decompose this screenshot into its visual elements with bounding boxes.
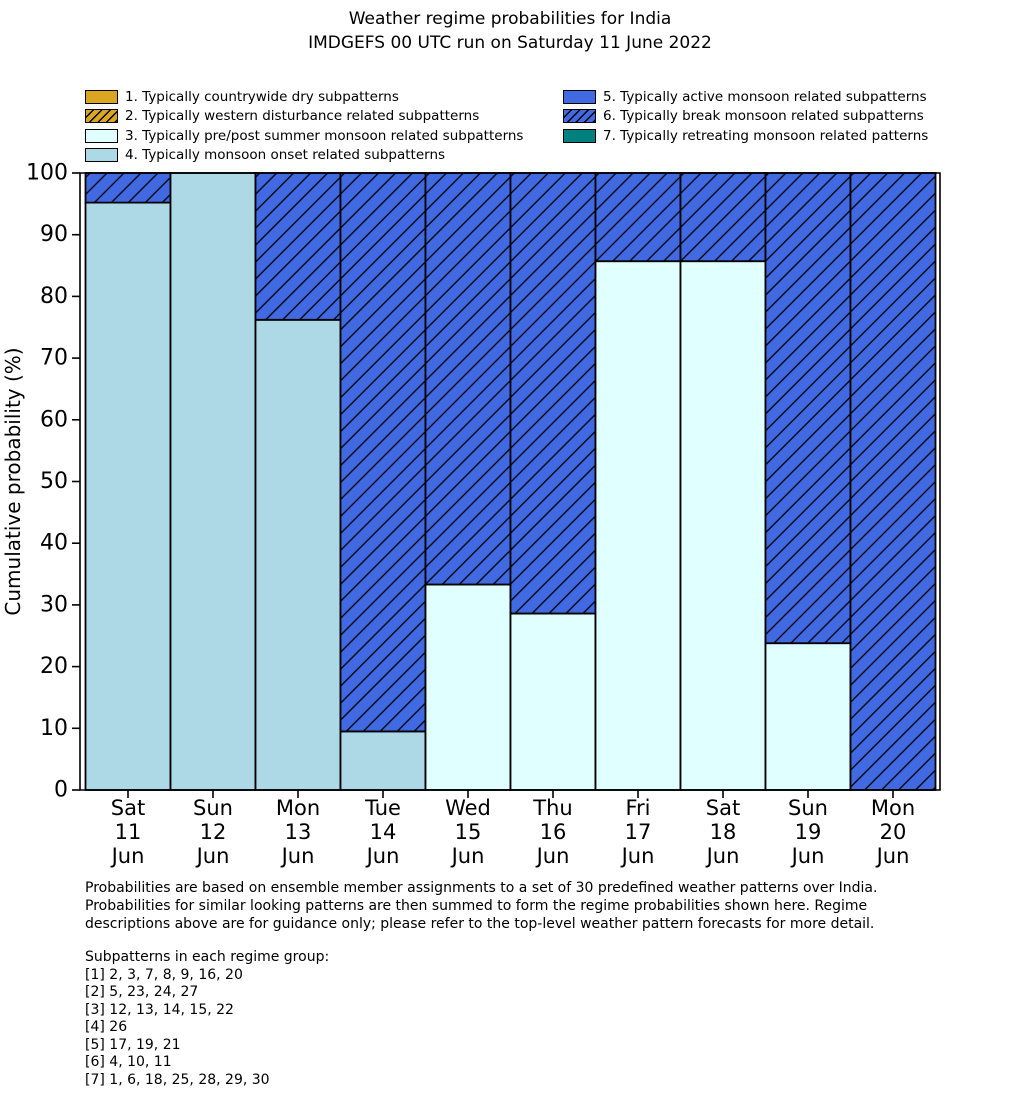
legend-item <box>85 126 523 146</box>
bar-segment <box>681 261 766 790</box>
x-tick-label: 12 <box>199 820 227 844</box>
x-tick-label: Jun <box>196 844 230 868</box>
bar-segment <box>511 614 596 791</box>
subpatterns-heading: Subpatterns in each regime group: <box>85 949 330 965</box>
legend-column-left <box>85 87 523 165</box>
y-tick-label: 60 <box>40 407 68 433</box>
footnote-line: Probabilities are based on ensemble member assignments to a set of 30 predefined weather patterns over India. <box>85 880 878 896</box>
subpatterns-line: [5] 17, 19, 21 <box>85 1036 181 1053</box>
bar-segment-hatch-overlay <box>256 173 341 320</box>
bar-segment <box>86 203 171 790</box>
legend-item-label: 6. Typically break monsoon related subpatterns <box>603 108 924 125</box>
legend-item <box>85 146 523 166</box>
x-tick-label: Jun <box>451 844 485 868</box>
prepost-monsoon-swatch-icon <box>85 129 118 143</box>
bar-segment <box>426 585 511 791</box>
legend-item <box>563 126 928 146</box>
x-tick-label: 19 <box>794 820 822 844</box>
bar-segment-hatch-overlay <box>851 173 936 790</box>
footnote-line: descriptions above are for guidance only; please refer to the top-level weather pattern forecasts for more detail. <box>85 916 875 932</box>
x-tick-label: Jun <box>791 844 825 868</box>
dry-swatch-icon <box>85 90 118 104</box>
y-tick-label: 0 <box>54 777 68 803</box>
active-monsoon-swatch-icon <box>563 90 596 104</box>
chart-title-block <box>0 7 1020 55</box>
legend-item <box>85 107 523 127</box>
x-tick-label: 13 <box>284 820 312 844</box>
x-tick-label: 14 <box>369 820 397 844</box>
subpatterns-line: [2] 5, 23, 24, 27 <box>85 984 199 1000</box>
legend-item-label: 1. Typically countrywide dry subpatterns <box>125 88 399 105</box>
bar-segment <box>596 261 681 790</box>
legend-item-label: 5. Typically active monsoon related subpatterns <box>603 88 927 105</box>
x-tick-label: Jun <box>111 844 145 868</box>
y-tick-label: 90 <box>40 222 68 248</box>
bar-segment-hatch-overlay <box>766 173 851 643</box>
y-tick-label: 80 <box>40 283 68 309</box>
bar-segment-hatch-overlay <box>426 173 511 585</box>
subpatterns-line: [3] 12, 13, 14, 15, 22 <box>85 1001 234 1018</box>
legend-item-label: 2. Typically western disturbance related subpatterns <box>125 108 480 125</box>
y-tick-label: 20 <box>40 654 68 680</box>
legend-item-label: 3. Typically pre/post summer monsoon related subpatterns <box>125 127 524 144</box>
subpatterns-line: [1] 2, 3, 7, 8, 9, 16, 20 <box>85 966 243 983</box>
subpatterns-line: [4] 26 <box>85 1019 128 1035</box>
x-tick-label: 20 <box>879 820 907 844</box>
x-tick-label: Jun <box>536 844 570 868</box>
retreating-monsoon-swatch-icon <box>563 129 596 143</box>
x-tick-label: Sun <box>788 796 828 820</box>
x-tick-label: Tue <box>365 796 401 820</box>
bar-segment-hatch-overlay <box>681 173 766 261</box>
x-tick-label: Wed <box>445 796 491 820</box>
y-axis <box>26 161 80 803</box>
x-axis <box>110 790 916 868</box>
x-tick-label: Jun <box>281 844 315 868</box>
bar-segment-hatch-overlay <box>511 173 596 614</box>
legend-item <box>563 107 928 127</box>
bar-segment-hatch-overlay <box>86 173 171 203</box>
x-tick-label: 18 <box>709 820 737 844</box>
y-axis-label: Cumulative probability (%) <box>1 347 25 616</box>
bars-group <box>86 173 936 790</box>
break-monsoon-swatch-icon <box>563 109 596 123</box>
y-tick-label: 30 <box>40 592 68 618</box>
y-tick-label: 50 <box>40 469 68 494</box>
legend-item-label: 7. Typically retreating monsoon related patterns <box>603 127 929 144</box>
subpatterns-line: [6] 4, 10, 11 <box>85 1054 172 1070</box>
x-tick-label: Mon <box>870 796 916 820</box>
bar-segment <box>341 731 426 790</box>
bar-segment-hatch-overlay <box>596 173 681 261</box>
y-tick-label: 40 <box>40 530 68 556</box>
bar-segment-hatch-overlay <box>341 173 426 731</box>
x-tick-label: Sat <box>705 796 741 820</box>
chart-title: Weather regime probabilities for India <box>348 9 672 29</box>
y-tick-label: 70 <box>40 345 68 371</box>
x-tick-label: Sun <box>193 796 233 820</box>
x-tick-label: 15 <box>454 820 482 844</box>
legend-item <box>563 87 928 107</box>
western-disturbance-swatch-icon <box>85 109 118 123</box>
x-tick-label: Sat <box>110 796 146 820</box>
x-tick-label: 17 <box>624 820 652 844</box>
x-tick-label: Jun <box>706 844 740 868</box>
y-tick-label: 100 <box>26 160 68 186</box>
x-tick-label: 11 <box>114 820 142 844</box>
footnote-text <box>85 879 877 933</box>
bar-segment <box>766 643 851 790</box>
x-tick-label: Jun <box>621 844 655 868</box>
x-tick-label: Mon <box>275 796 321 820</box>
x-tick-label: Thu <box>533 796 573 820</box>
footnote-line: Probabilities for similar looking patterns are then summed to form the regime probabilities shown here. Regime <box>85 898 868 914</box>
bar-segment <box>256 320 341 790</box>
x-tick-label: Jun <box>876 844 910 868</box>
y-tick-label: 10 <box>40 715 68 741</box>
subpatterns-line: [7] 1, 6, 18, 25, 28, 29, 30 <box>85 1071 270 1088</box>
legend-item <box>85 87 523 107</box>
subpatterns-list <box>85 949 329 1089</box>
x-tick-label: Jun <box>366 844 400 868</box>
legend-item-label: 4. Typically monsoon onset related subpatterns <box>125 147 446 164</box>
x-tick-label: 16 <box>539 820 567 844</box>
legend-column-right <box>563 87 928 146</box>
chart-subtitle: IMDGEFS 00 UTC run on Saturday 11 June 2022 <box>308 33 712 53</box>
bar-segment <box>171 173 256 790</box>
x-tick-label: Fri <box>625 796 651 820</box>
monsoon-onset-swatch-icon <box>85 148 118 162</box>
